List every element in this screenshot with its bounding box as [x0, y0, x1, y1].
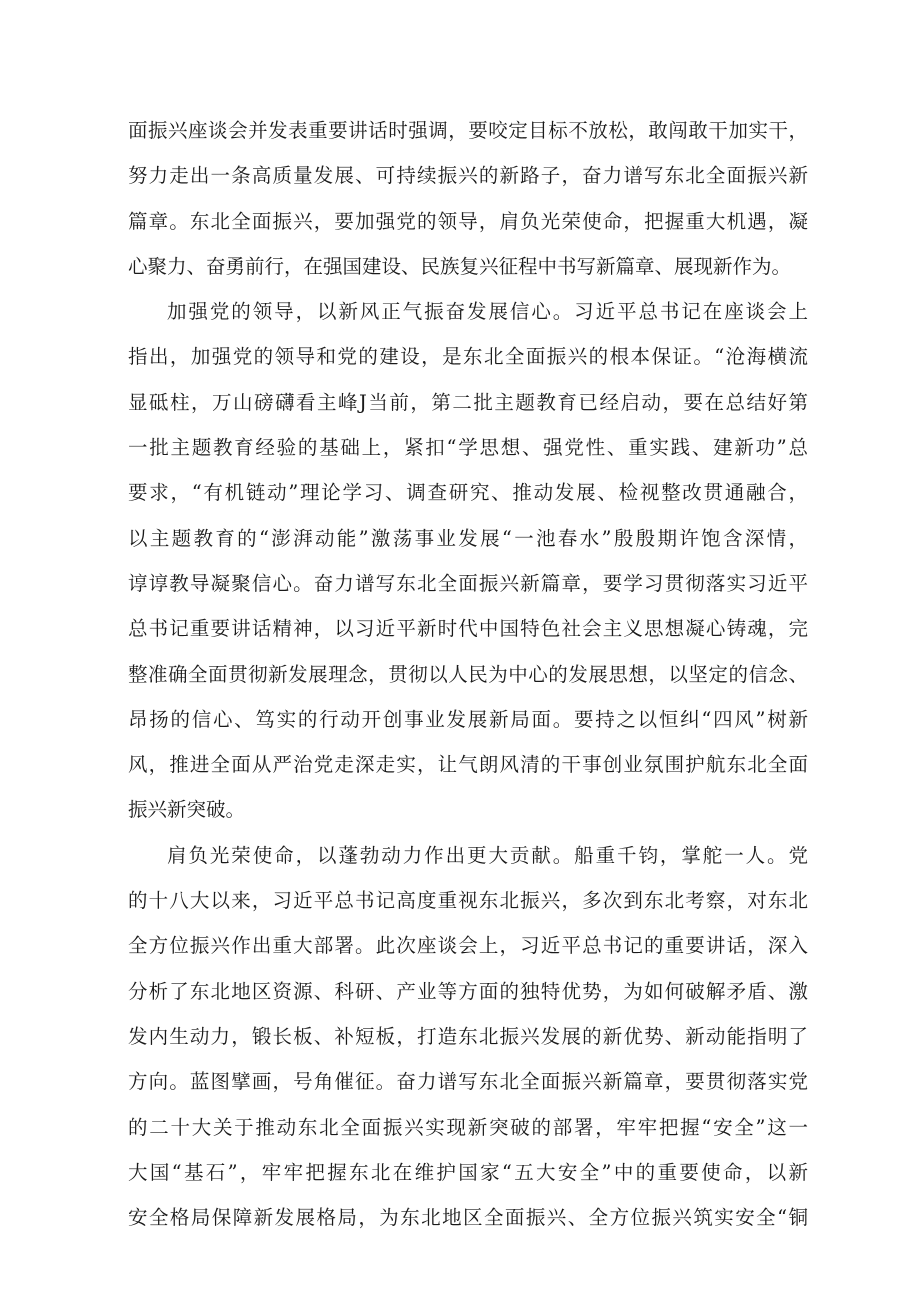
text-line: 要求，“有机链动”理论学习、调查研究、推动发展、检视整改贯通融合，	[128, 481, 808, 505]
paragraph-first-line: 肩负光荣使命，以蓬勃动力作出更大贡献。船重千钧，掌舵一人。党	[167, 843, 808, 867]
text-line: 的十八大以来，习近平总书记高度重视东北振兴，多次到东北考察，对东北	[128, 889, 808, 913]
text-line: 努力走出一条高质量发展、可持续振兴的新路子，奋力谱写东北全面振兴新	[128, 164, 808, 188]
text-line: 的二十大关于推动东北全面振兴实现新突破的部署，牢牢把握“安全”这一	[128, 1115, 808, 1139]
text-line: 大国“基石”，牢牢把握东北在维护国家“五大安全”中的重要使命，以新	[128, 1160, 808, 1184]
text-line: 分析了东北地区资源、科研、产业等方面的独特优势，为如何破解矛盾、激	[128, 979, 808, 1003]
text-line: 一批主题教育经验的基础上，紧扣“学思想、强党性、重实践、建新功”总	[128, 436, 808, 460]
article-body	[128, 108, 808, 1240]
text-line: 面振兴座谈会并发表重要讲话时强调，要咬定目标不放松，敢闯敢干加实干，	[128, 119, 808, 142]
text-line: 全方位振兴作出重大部署。此次座谈会上，习近平总书记的重要讲话，深入	[128, 934, 808, 958]
text-line: 振兴新突破。	[128, 798, 246, 822]
text-line: 以主题教育的“澎湃动能”激荡事业发展“一池春水”殷殷期许饱含深情，	[128, 526, 808, 550]
text-line: 方向。蓝图擘画，号角催征。奋力谱写东北全面振兴新篇章，要贯彻落实党	[128, 1070, 808, 1094]
paragraph-first-line: 加强党的领导，以新风正气振奋发展信心。习近平总书记在座谈会上	[167, 300, 808, 324]
text-line: 发内生动力，锻长板、补短板，打造东北振兴发展的新优势、新动能指明了	[128, 1024, 808, 1048]
text-line: 篇章。东北全面振兴，要加强党的领导，肩负光荣使命，把握重大机遇，凝	[128, 209, 808, 233]
text-line: 总书记重要讲话精神，以习近平新时代中国特色社会主义思想凝心铸魂，完	[128, 617, 808, 641]
text-line: 心聚力、奋勇前行，在强国建设、民族复兴征程中书写新篇章、展现新作为。	[128, 254, 792, 278]
text-line: 显砥柱，万山磅礴看主峰J当前，第二批主题教育已经启动，要在总结好第	[128, 390, 808, 414]
text-line: 昂扬的信心、笃实的行动开创事业发展新局面。要持之以恒纠“四风”树新	[128, 707, 808, 731]
text-line: 整准确全面贯彻新发展理念，贯彻以人民为中心的发展思想，以坚定的信念、	[128, 662, 808, 686]
text-line: 谆谆教导凝聚信心。奋力谱写东北全面振兴新篇章，要学习贯彻落实习近平	[128, 571, 808, 595]
text-line: 安全格局保障新发展格局，为东北地区全面振兴、全方位振兴筑实安全“铜	[128, 1206, 808, 1230]
text-line: 风，推进全面从严治党走深走实，让气朗风清的干事创业氛围护航东北全面	[128, 753, 808, 777]
text-line: 指出，加强党的领导和党的建设，是东北全面振兴的根本保证。“沧海横流	[128, 345, 808, 369]
